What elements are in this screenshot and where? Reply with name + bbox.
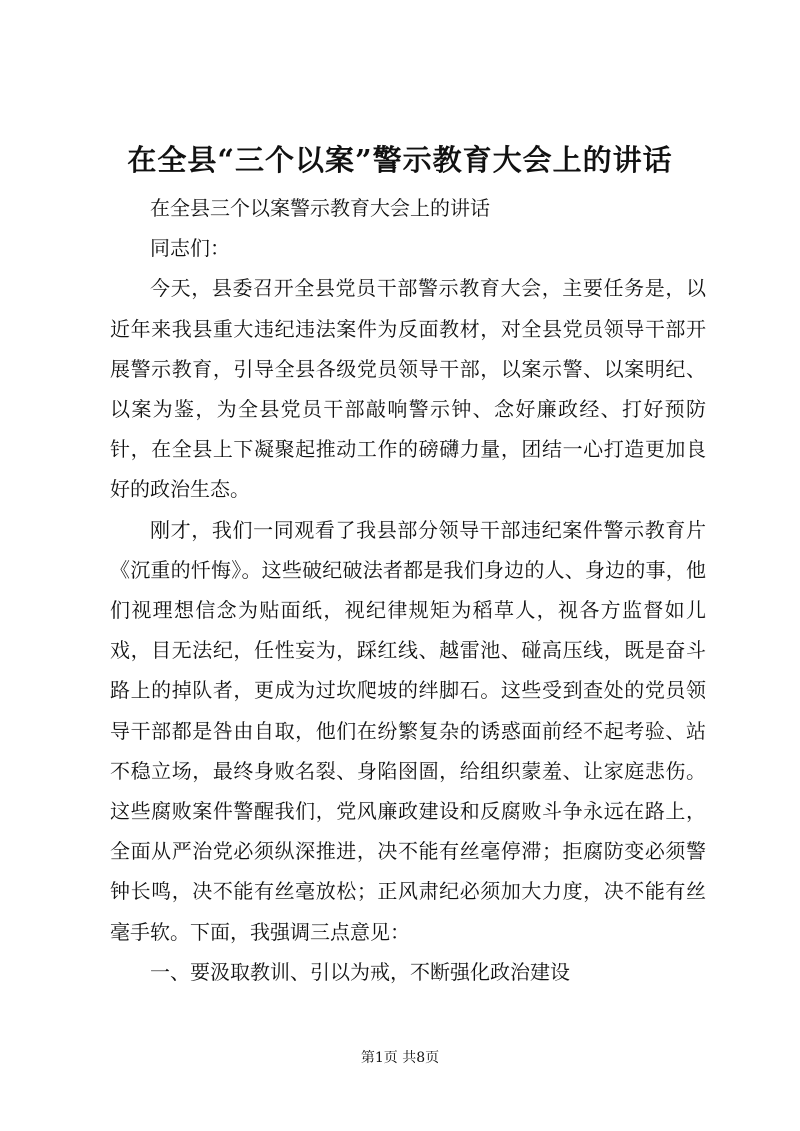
- body-paragraph: 今天，县委召开全县党员干部警示教育大会，主要任务是，以近年来我县重大违纪违法案件为反面教材，对全县党员领导干部开展警示教育，引导全县各级党员领导干部，以案示警、以案明纪、以案为鉴，为全县党员干部敲响警示钟、念好廉政经、打好预防针，在全县上下凝聚起推动工作的磅礴力量，团结一心打造更加良好的政治生态。: [110, 276, 706, 502]
- document-body: [110, 188, 706, 992]
- body-paragraph: 刚才，我们一同观看了我县部分领导干部违纪案件警示教育片《沉重的忏悔》。这些破纪破法者都是我们身边的人、身边的事，他们视理想信念为贴面纸，视纪律规矩为稻草人，视各方监督如儿戏，目无法纪，任性妄为，踩红线、越雷池、碰高压线，既是奋斗路上的掉队者，更成为过坎爬坡的绊脚石。这些受到查处的党员领导干部都是咎由自取，他们在纷繁复杂的诱惑面前经不起考验、站不稳立场，最终身败名裂、身陷囹圄，给组织蒙羞、让家庭悲伤。这些腐败案件警醒我们，党风廉政建设和反腐败斗争永远在路上，全面从严治党必须纵深推进，决不能有丝毫停滞；拒腐防变必须警钟长鸣，决不能有丝毫放松；正风肃纪必须加大力度，决不能有丝毫手软。下面，我强调三点意见：: [110, 517, 706, 944]
- section-heading: 一、要汲取教训、引以为戒，不断强化政治建设: [150, 959, 570, 984]
- page-footer: 第1页 共8页: [360, 1050, 440, 1066]
- subtitle-paragraph: 在全县三个以案警示教育大会上的讲话: [150, 196, 490, 220]
- document-title: 在全县“三个以案”警示教育大会上的讲话: [127, 143, 673, 177]
- salutation-paragraph: 同志们：: [150, 236, 230, 261]
